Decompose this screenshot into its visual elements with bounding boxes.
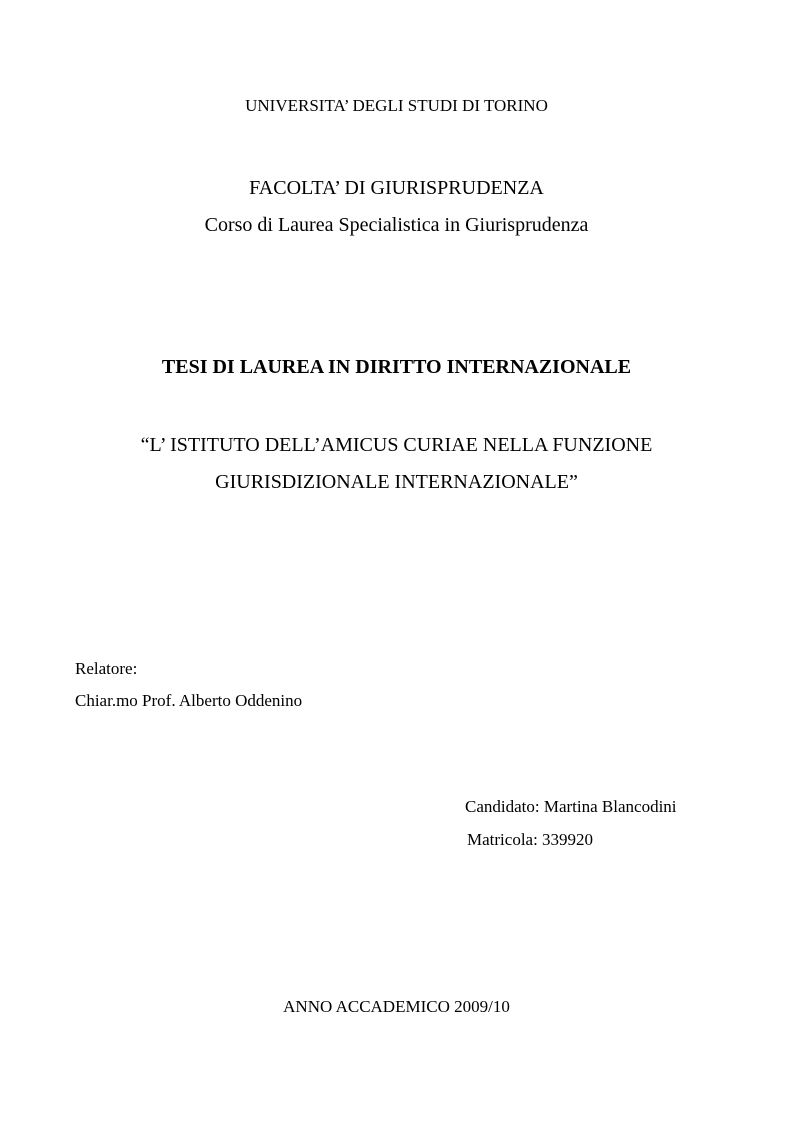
course-name: Corso di Laurea Specialistica in Giurisprudenza [204,214,589,236]
supervisor-label: Relatore: [75,659,138,678]
candidate-matricola: Matricola: 339920 [467,830,594,849]
thesis-title-line-2: GIURISDIZIONALE INTERNAZIONALE” [215,471,578,493]
faculty-name: FACOLTA’ DI GIURISPRUDENZA [249,177,544,199]
university-name: UNIVERSITA’ DEGLI STUDI DI TORINO [245,96,548,115]
thesis-title-line-1: “L’ ISTITUTO DELL’AMICUS CURIAE NELLA FUNZIONE [140,434,653,456]
supervisor-name: Chiar.mo Prof. Alberto Oddenino [75,691,303,710]
academic-year: ANNO ACCADEMICO 2009/10 [283,997,510,1016]
candidate-name: Candidato: Martina Blancodini [465,797,677,816]
thesis-type-heading: TESI DI LAUREA IN DIRITTO INTERNAZIONALE [161,356,632,378]
